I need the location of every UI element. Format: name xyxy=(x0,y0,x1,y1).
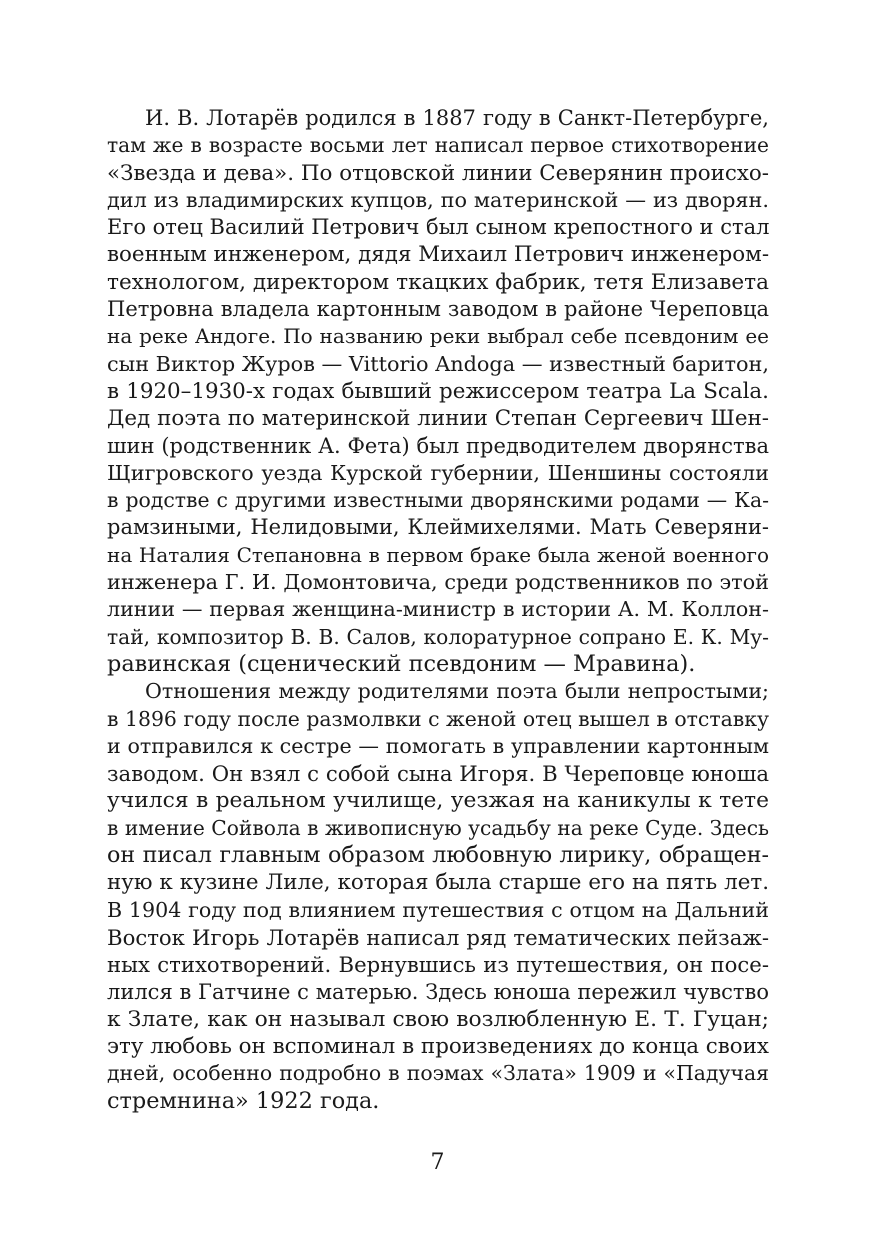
paragraph-2-line: В 1904 году под влиянием путешествия с отцом на Дальний xyxy=(107,897,769,922)
paragraph-2-line: ных стихотворений. Вернувшись из путешествия, он посе- xyxy=(107,952,769,978)
paragraph-2-line: Восток Игорь Лотарёв написал ряд тематических пейзаж- xyxy=(107,924,769,950)
paragraph-1-line: в родстве с другими известными дворянскими родами — Ка- xyxy=(107,488,769,513)
paragraph-1-line: военным инженером, дядя Михаил Петрович инженером- xyxy=(107,242,769,268)
paragraph-1-line: сын Виктор Журов — Vittorio Andoga — известный баритон, xyxy=(107,351,769,376)
paragraph-1-line: технологом, директором ткацких фабрик, тетя Елизавета xyxy=(107,269,769,295)
paragraph-1-line: там же в возрасте восьми лет написал первое стихотворение xyxy=(107,133,769,158)
paragraph-2-line: учился в реальном училище, уезжая на каникулы к тете xyxy=(107,788,769,814)
paragraph-2-line: в 1896 году после размолвки с женой отец вышел в отставку xyxy=(107,706,769,731)
paragraph-2-line: к Злате, как он называл свою возлюбленную Е. Т. Гуцан; xyxy=(107,1006,769,1032)
paragraph-1-line: Щигровского уезда Курской губернии, Шеншины состояли xyxy=(107,460,769,485)
paragraph-2-line: Отношения между родителями поэта были непростыми; xyxy=(145,679,769,704)
paragraph-1-line: инженера Г. И. Домонтовича, среди родственников по этой xyxy=(107,570,769,595)
paragraph-1-line: дил из владимирских купцов, по материнской — из дворян. xyxy=(107,187,769,212)
paragraph-2-line: дней, особенно подробно в поэмах «Злата» 1909 и «Падучая xyxy=(107,1061,769,1086)
paragraph-2-line: стремнина» 1922 года. xyxy=(107,1087,380,1114)
paragraph-1-line: равинская (сценический псевдоним — Мравина). xyxy=(107,650,696,677)
paragraph-1-line: Петровна владела картонным заводом в районе Череповца xyxy=(107,297,769,322)
paragraph-1-line: линии — первая женщина-министр в истории А. М. Коллон- xyxy=(107,597,769,622)
paragraph-2-line: лился в Гатчине с матерью. Здесь юноша пережил чувство xyxy=(107,979,769,1004)
paragraph-2-line: заводом. Он взял с собой сына Игоря. В Череповце юноша xyxy=(107,761,769,787)
paragraph-2-line: эту любовь он вспоминал в произведениях до конца своих xyxy=(107,1034,769,1060)
paragraph-1-line: И. В. Лотарёв родился в 1887 году в Санкт-Петербурге, xyxy=(145,106,769,130)
paragraph-1-line: рамзиными, Нелидовыми, Клеймихелями. Мать Северяни- xyxy=(107,515,769,540)
paragraph-1-line: в 1920–1930-х годах бывший режиссером театра La Scala. xyxy=(107,378,769,404)
body-text xyxy=(107,105,769,1115)
paragraph-1-line: тай, композитор В. В. Салов, колоратурное сопрано Е. К. Му- xyxy=(107,624,769,649)
paragraph-1-line: «Звезда и дева». По отцовской линии Северянин происхо- xyxy=(107,160,769,186)
paragraph-2-line: и отправился к сестре — помогать в управлении картонным xyxy=(107,733,769,758)
paragraph-2-line: он писал главным образом любовную лирику, обращен- xyxy=(107,842,769,869)
paragraph-1-line: Дед поэта по материнской линии Степан Сергеевич Шен- xyxy=(107,406,769,432)
paragraph-1-line: на реке Андоге. По названию реки выбрал себе псевдоним ее xyxy=(107,324,769,349)
paragraph-1-line: шин (родственник А. Фета) был предводителем дворянства xyxy=(107,433,769,458)
paragraph-2-line: в имение Сойвола в живописную усадьбу на реке Суде. Здесь xyxy=(107,815,769,840)
paragraph-1-line: на Наталия Степановна в первом браке была женой военного xyxy=(107,542,769,567)
paragraph-1-line: Его отец Василий Петрович был сыном крепостного и стал xyxy=(107,215,769,240)
paragraph-2-line: ную к кузине Лиле, которая была старше его на пять лет. xyxy=(107,870,769,896)
page-number: 7 xyxy=(430,1150,445,1175)
